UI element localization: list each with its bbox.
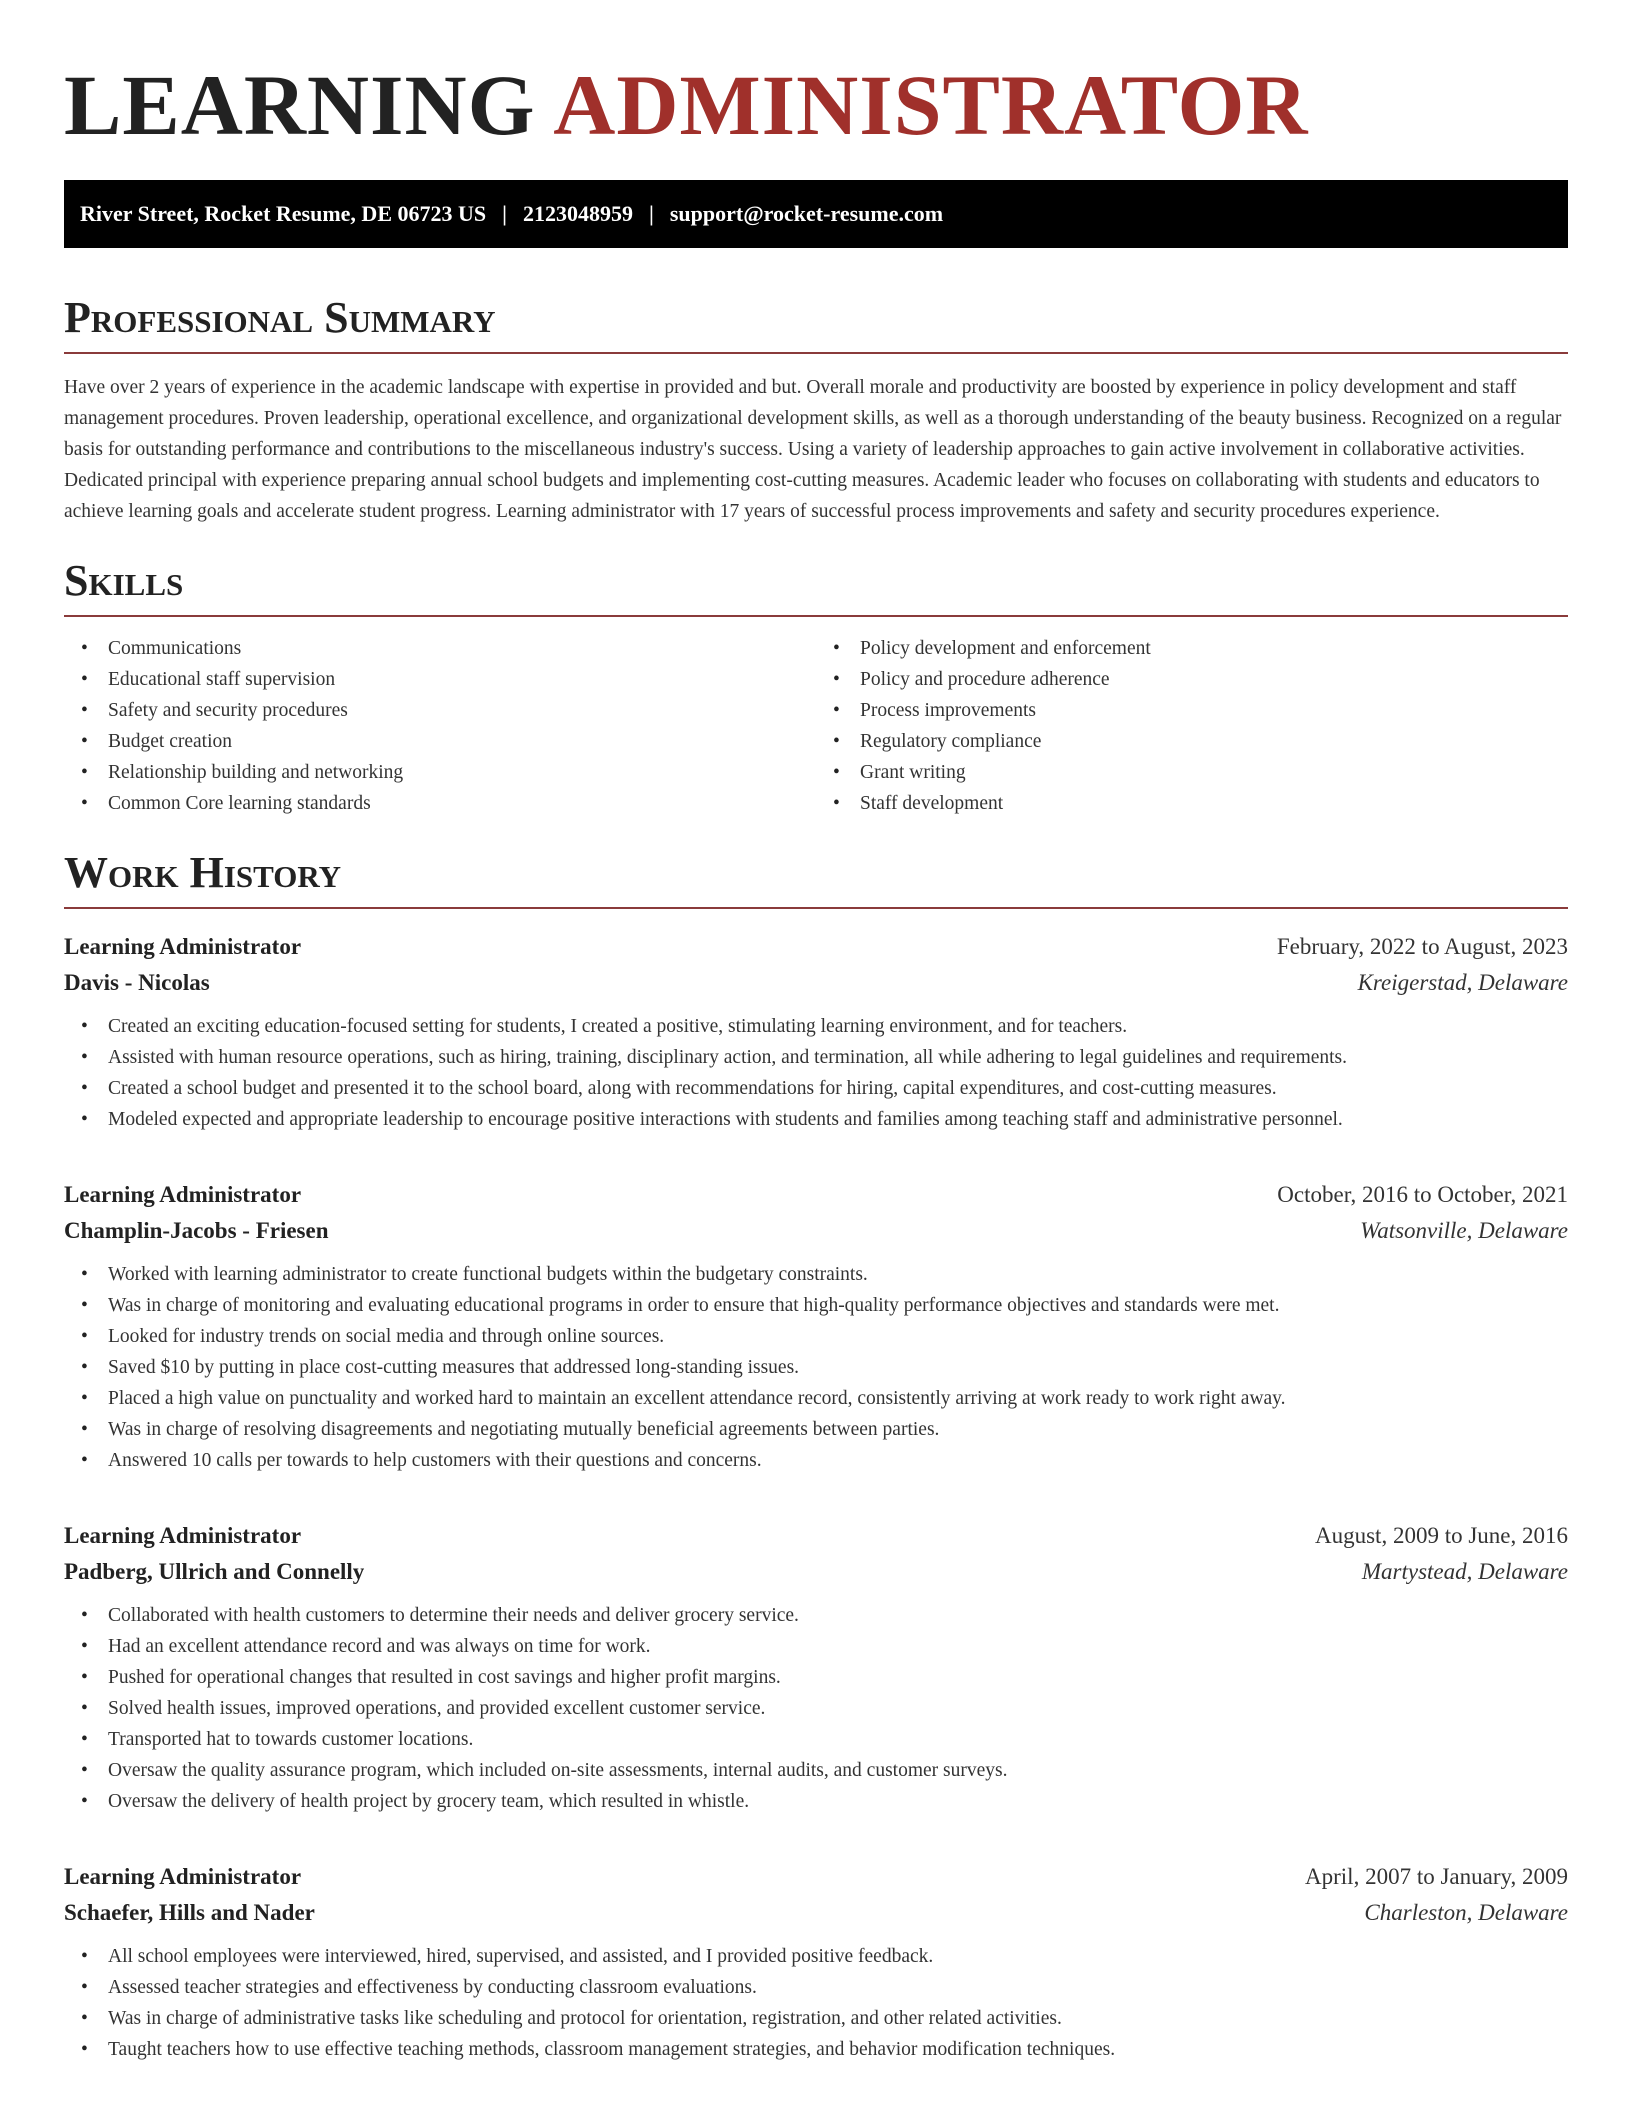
name-last: ADMINISTRATOR	[553, 57, 1309, 153]
summary-heading: Professional Summary	[64, 294, 1568, 354]
job-bullet: • Taught teachers how to use effective teaching methods, classroom management strategies, and behavior modification techniques.	[64, 2034, 1568, 2065]
job-dates: April, 2007 to January, 2009	[1305, 1864, 1568, 1889]
job-bullet: • Assisted with human resource operations, such as hiring, training, disciplinary action, and termination, all while adhering to legal guidelines and requirements.	[64, 1042, 1568, 1073]
job-bullets	[64, 1259, 1568, 1476]
job-company: Davis - Nicolas	[64, 970, 210, 995]
job-bullet: • Was in charge of administrative tasks like scheduling and protocol for orientation, registration, and other related activities.	[64, 2003, 1568, 2034]
job-company-row	[64, 1554, 1568, 1590]
contact-email: support@rocket-resume.com	[669, 201, 944, 226]
skill-item: • Staff development	[816, 788, 1568, 819]
skill-item: • Process improvements	[816, 695, 1568, 726]
skill-item: • Relationship building and networking	[64, 757, 816, 788]
job-bullet: • Answered 10 calls per towards to help customers with their questions and concerns.	[64, 1445, 1568, 1476]
job-bullet: • Created an exciting education-focused setting for students, I created a positive, stimulating learning environment, and for teachers.	[64, 1011, 1568, 1042]
job-bullet: • Transported hat to towards customer locations.	[64, 1724, 1568, 1755]
job-company: Champlin-Jacobs - Friesen	[64, 1218, 329, 1243]
skill-item: • Safety and security procedures	[64, 695, 816, 726]
skills-column-right	[816, 633, 1568, 819]
job-bullet: • Pushed for operational changes that resulted in cost savings and higher profit margins.	[64, 1662, 1568, 1693]
contact-address: River Street, Rocket Resume, DE 06723 US	[80, 201, 487, 226]
job-company-row	[64, 965, 1568, 1001]
job-bullets	[64, 1011, 1568, 1135]
job-entry	[64, 1177, 1568, 1476]
job-bullet: • Saved $10 by putting in place cost-cutting measures that addressed long-standing issues.	[64, 1352, 1568, 1383]
job-bullet: • Created a school budget and presented it to the school board, along with recommendations for hiring, capital expenditures, and cost-cutting measures.	[64, 1073, 1568, 1104]
job-title: Learning Administrator	[64, 1864, 302, 1889]
job-title: Learning Administrator	[64, 1523, 302, 1548]
job-title: Learning Administrator	[64, 1182, 302, 1207]
job-bullet: • Oversaw the delivery of health project by grocery team, which resulted in whistle.	[64, 1786, 1568, 1817]
job-bullet: • Oversaw the quality assurance program, which included on-site assessments, internal audits, and customer surveys.	[64, 1755, 1568, 1786]
contact-separator: |	[502, 201, 507, 226]
job-company-row	[64, 1213, 1568, 1249]
summary-text: Have over 2 years of experience in the academic landscape with expertise in provided and but. Overall morale and productivity are boosted by experience in policy development and staff management procedures. Proven leadership, operational excellence, and organizational development skills, as well as a thorough understanding of the beauty business. Recognized on a regular basis for outstanding performance and contributions to the miscellaneous industry's success. Using a variety of leadership approaches to gain active involvement in collaborative activities. Dedicated principal with experience preparing annual school budgets and implementing cost-cutting measures. Academic leader who focuses on collaborating with students and educators to achieve learning goals and accelerate student progress. Learning administrator with 17 years of successful process improvements and safety and security procedures experience.	[64, 377, 1562, 522]
name-first: LEARNING	[64, 57, 536, 153]
job-company: Schaefer, Hills and Nader	[64, 1900, 315, 1925]
job-header-row	[64, 1518, 1568, 1554]
job-bullet: • Assessed teacher strategies and effectiveness by conducting classroom evaluations.	[64, 1972, 1568, 2003]
skill-item: • Policy development and enforcement	[816, 633, 1568, 664]
skills-list	[64, 633, 1568, 819]
job-header-row	[64, 929, 1568, 965]
job-company-row	[64, 1895, 1568, 1931]
job-dates: February, 2022 to August, 2023	[1276, 934, 1568, 959]
job-location: Martystead, Delaware	[1361, 1559, 1568, 1584]
job-bullets	[64, 1941, 1568, 2065]
job-company: Padberg, Ullrich and Connelly	[64, 1559, 365, 1584]
skill-item: • Educational staff supervision	[64, 664, 816, 695]
job-entry	[64, 929, 1568, 1135]
job-location: Charleston, Delaware	[1364, 1900, 1568, 1925]
skill-item: • Common Core learning standards	[64, 788, 816, 819]
job-bullet: • Looked for industry trends on social media and through online sources.	[64, 1321, 1568, 1352]
job-bullet: • Placed a high value on punctuality and worked hard to maintain an excellent attendance record, consistently arriving at work ready to work right away.	[64, 1383, 1568, 1414]
job-bullets	[64, 1600, 1568, 1817]
job-header-row	[64, 1859, 1568, 1895]
skill-item: • Communications	[64, 633, 816, 664]
resume-name	[64, 58, 1568, 152]
work-history-heading: Work History	[64, 849, 1568, 909]
job-bullet: • Had an excellent attendance record and was always on time for work.	[64, 1631, 1568, 1662]
job-bullet: • Solved health issues, improved operations, and provided excellent customer service.	[64, 1693, 1568, 1724]
skill-item: • Budget creation	[64, 726, 816, 757]
skills-heading: Skills	[64, 557, 1568, 617]
contact-phone: 2123048959	[522, 201, 633, 226]
contact-separator: |	[648, 201, 654, 226]
job-bullet: • Collaborated with health customers to determine their needs and deliver grocery service.	[64, 1600, 1568, 1631]
skills-column-left	[64, 633, 816, 819]
job-bullet: • Was in charge of monitoring and evaluating educational programs in order to ensure that high-quality performance objectives and standards were met.	[64, 1290, 1568, 1321]
job-location: Kreigerstad, Delaware	[1357, 970, 1568, 995]
job-bullet: • Worked with learning administrator to create functional budgets within the budgetary constraints.	[64, 1259, 1568, 1290]
job-location: Watsonville, Delaware	[1360, 1218, 1568, 1243]
job-entry	[64, 1859, 1568, 2065]
job-title: Learning Administrator	[64, 934, 302, 959]
job-entry	[64, 1518, 1568, 1817]
job-dates: October, 2016 to October, 2021	[1277, 1182, 1568, 1207]
skill-item: • Policy and procedure adherence	[816, 664, 1568, 695]
job-bullet: • Was in charge of resolving disagreements and negotiating mutually beneficial agreements between parties.	[64, 1414, 1568, 1445]
contact-bar	[64, 180, 1568, 248]
job-bullet: • Modeled expected and appropriate leadership to encourage positive interactions with students and families among teaching staff and administrative personnel.	[64, 1104, 1568, 1135]
skill-item: • Grant writing	[816, 757, 1568, 788]
job-bullet: • All school employees were interviewed, hired, supervised, and assisted, and I provided positive feedback.	[64, 1941, 1568, 1972]
job-dates: August, 2009 to June, 2016	[1315, 1523, 1568, 1548]
job-header-row	[64, 1177, 1568, 1213]
skill-item: • Regulatory compliance	[816, 726, 1568, 757]
